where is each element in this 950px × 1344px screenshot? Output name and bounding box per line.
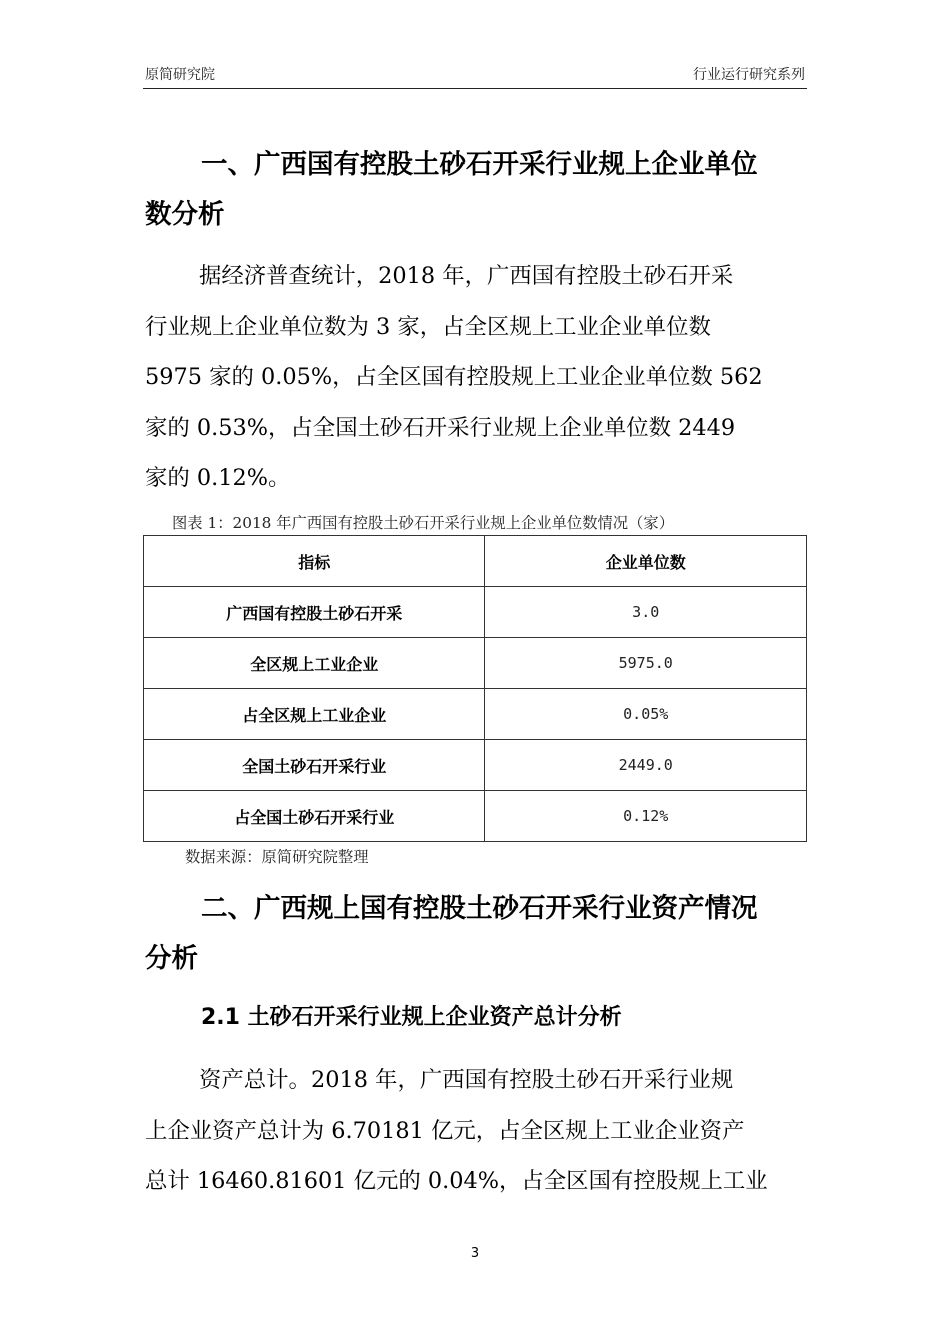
table-row [144,638,807,689]
table-row-label: 占全区规上工业企业 [144,689,485,740]
page-number: 3 [470,1246,480,1261]
section1-heading [145,140,807,240]
table1-source: 数据来源：原简研究院整理 [185,848,369,866]
table-row-value: 3.0 [485,587,807,638]
table-row-value: 0.12% [485,791,807,842]
section2-heading-line1: 二、广西规上国有控股土砂石开采行业资产情况 [201,893,758,924]
paragraph-line: 上企业资产总计为 6.70181 亿元，占全区规上工业企业资产 [145,1117,745,1144]
paragraph-line: 行业规上企业单位数为 3 家，占全区规上工业企业单位数 [145,313,711,340]
paragraph-line: 资产总计。2018 年，广西国有控股土砂石开采行业规 [199,1067,734,1093]
header-left-text: 原简研究院 [145,67,215,83]
table-row-label: 全国土砂石开采行业 [144,740,485,791]
section1-heading-line2: 数分析 [145,199,225,230]
table1-caption: 图表 1：2018 年广西国有控股土砂石开采行业规上企业单位数情况（家） [172,514,674,532]
section2-heading-line2: 分析 [145,943,198,974]
table-row [144,587,807,638]
table-row-label: 全区规上工业企业 [144,638,485,689]
table-row-label: 占全国土砂石开采行业 [144,791,485,842]
table-row-value: 5975.0 [485,638,807,689]
paragraph-line: 5975 家的 0.05%，占全区国有控股规上工业企业单位数 562 [145,364,763,390]
header-rule [143,88,807,89]
section2-heading [145,884,807,984]
table1 [143,535,807,842]
table-row [144,791,807,842]
table-row [144,689,807,740]
table-header-row [144,536,807,587]
table-header-cell: 指标 [144,536,485,587]
section2-paragraph [145,1055,807,1207]
paragraph-line: 家的 0.53%，占全国土砂石开采行业规上企业单位数 2449 [145,414,736,441]
section2-subheading: 2.1 土砂石开采行业规上企业资产总计分析 [201,1005,622,1030]
table-header-cell: 企业单位数 [485,536,807,587]
paragraph-line: 家的 0.12%。 [145,465,291,491]
header-right-text: 行业运行研究系列 [693,67,805,83]
table-row [144,740,807,791]
paragraph-line: 据经济普查统计，2018 年，广西国有控股土砂石开采 [199,263,734,289]
section1-heading-line1: 一、广西国有控股土砂石开采行业规上企业单位 [201,149,758,180]
table-row-value: 2449.0 [485,740,807,791]
section1-paragraph [145,251,807,504]
table-row-label: 广西国有控股土砂石开采 [144,587,485,638]
paragraph-line: 总计 16460.81601 亿元的 0.04%，占全区国有控股规上工业 [145,1168,768,1194]
table-row-value: 0.05% [485,689,807,740]
